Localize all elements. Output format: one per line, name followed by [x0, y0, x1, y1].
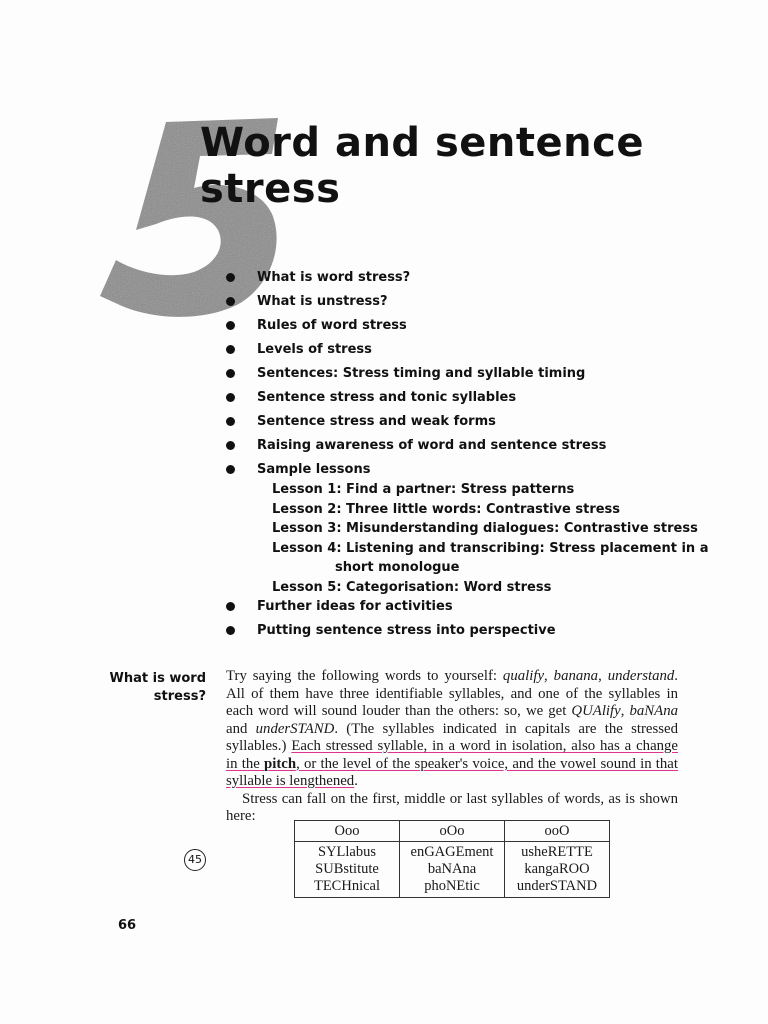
chapter-title-line1: Word and sentence — [200, 120, 644, 166]
highlighted-text: Each stressed syllable, in a word in isolation, also has a change in the pitch, or the level of the speaker's voice, and the vowel sound in that syllable is lengthened — [226, 738, 678, 789]
bullet-icon — [226, 626, 235, 635]
bullet-icon — [226, 369, 235, 378]
section-side-heading: What is word stress? — [109, 671, 206, 704]
chapter-title-line2: stress — [200, 166, 341, 212]
paragraph-word-stress: Try saying the following words to yourself: qualify, banana, understand. All of them have three identifiable syllables, and one of the syllables in each word will sound louder than the others: so, we get QUAlify, baNAna and underSTAND. (The syllables indicated in capitals are the stressed syllables.) Each stressed syllable, in a word in isolation, also has a change in the pitch, or the level of the speaker's voice, and the vowel sound in that syllable is lengthened. — [226, 668, 678, 789]
table-cell: usheRETTE kangaROO underSTAND — [505, 842, 610, 898]
lesson-item: Lesson 4: Listening and transcribing: Stress placement in a short monologue — [272, 540, 709, 575]
bullet-icon — [226, 321, 235, 330]
bullet-icon — [226, 393, 235, 402]
page-number: 66 — [118, 918, 137, 933]
contents-item: Further ideas for activities — [222, 597, 708, 621]
contents-item: Sentences: Stress timing and syllable timing — [222, 364, 708, 388]
table-cell: SYLlabus SUBstitute TECHnical — [295, 842, 400, 898]
chapter-title — [200, 120, 644, 212]
table-row — [295, 842, 610, 898]
stress-pattern-table — [294, 820, 610, 898]
paragraph-stress-position: Stress can fall on the first, middle or last syllables of words, as is shown here: — [226, 790, 678, 824]
contents-item: Rules of word stress — [222, 316, 708, 340]
table-header: ooO — [505, 821, 610, 842]
table-header: oOo — [400, 821, 505, 842]
lesson-list — [257, 480, 708, 597]
lesson-item: Lesson 1: Find a partner: Stress patterns — [272, 482, 575, 497]
table-cell: enGAGEment baNAna phoNEtic — [400, 842, 505, 898]
contents-item: Sentence stress and weak forms — [222, 412, 708, 436]
contents-item: Levels of stress — [222, 340, 708, 364]
bullet-icon — [226, 297, 235, 306]
bullet-icon — [226, 465, 235, 474]
bullet-icon — [226, 602, 235, 611]
contents-item-sample-lessons: Sample lessons Lesson 1: Find a partner: Stress patterns Lesson 2: Three little words: Contrastive stress Lesson 3: Misunderstanding dialogues: Contrastive stress Lesson 4: Listening and transcribing: Stress placement in a short monologue Lesson 5: Categorisation: Word stress — [222, 460, 708, 597]
contents-item: Sentence stress and tonic syllables — [222, 388, 708, 412]
audio-track-icon: 45 — [184, 849, 206, 871]
section-body — [226, 668, 678, 826]
lesson-item: Lesson 2: Three little words: Contrastive stress — [272, 501, 621, 517]
bullet-icon — [226, 441, 235, 450]
bullet-icon — [226, 417, 235, 426]
chapter-contents-list — [222, 268, 708, 645]
contents-item: What is unstress? — [222, 292, 708, 316]
lesson-item: Lesson 3: Misunderstanding dialogues: Contrastive stress — [272, 521, 698, 536]
table-header: Ooo — [295, 821, 400, 842]
bullet-icon — [226, 273, 235, 282]
lesson-item: Lesson 5: Categorisation: Word stress — [272, 579, 552, 595]
contents-item: Raising awareness of word and sentence stress — [222, 436, 708, 460]
contents-item: What is word stress? — [222, 268, 708, 292]
contents-item: Putting sentence stress into perspective — [222, 621, 708, 645]
bullet-icon — [226, 345, 235, 354]
